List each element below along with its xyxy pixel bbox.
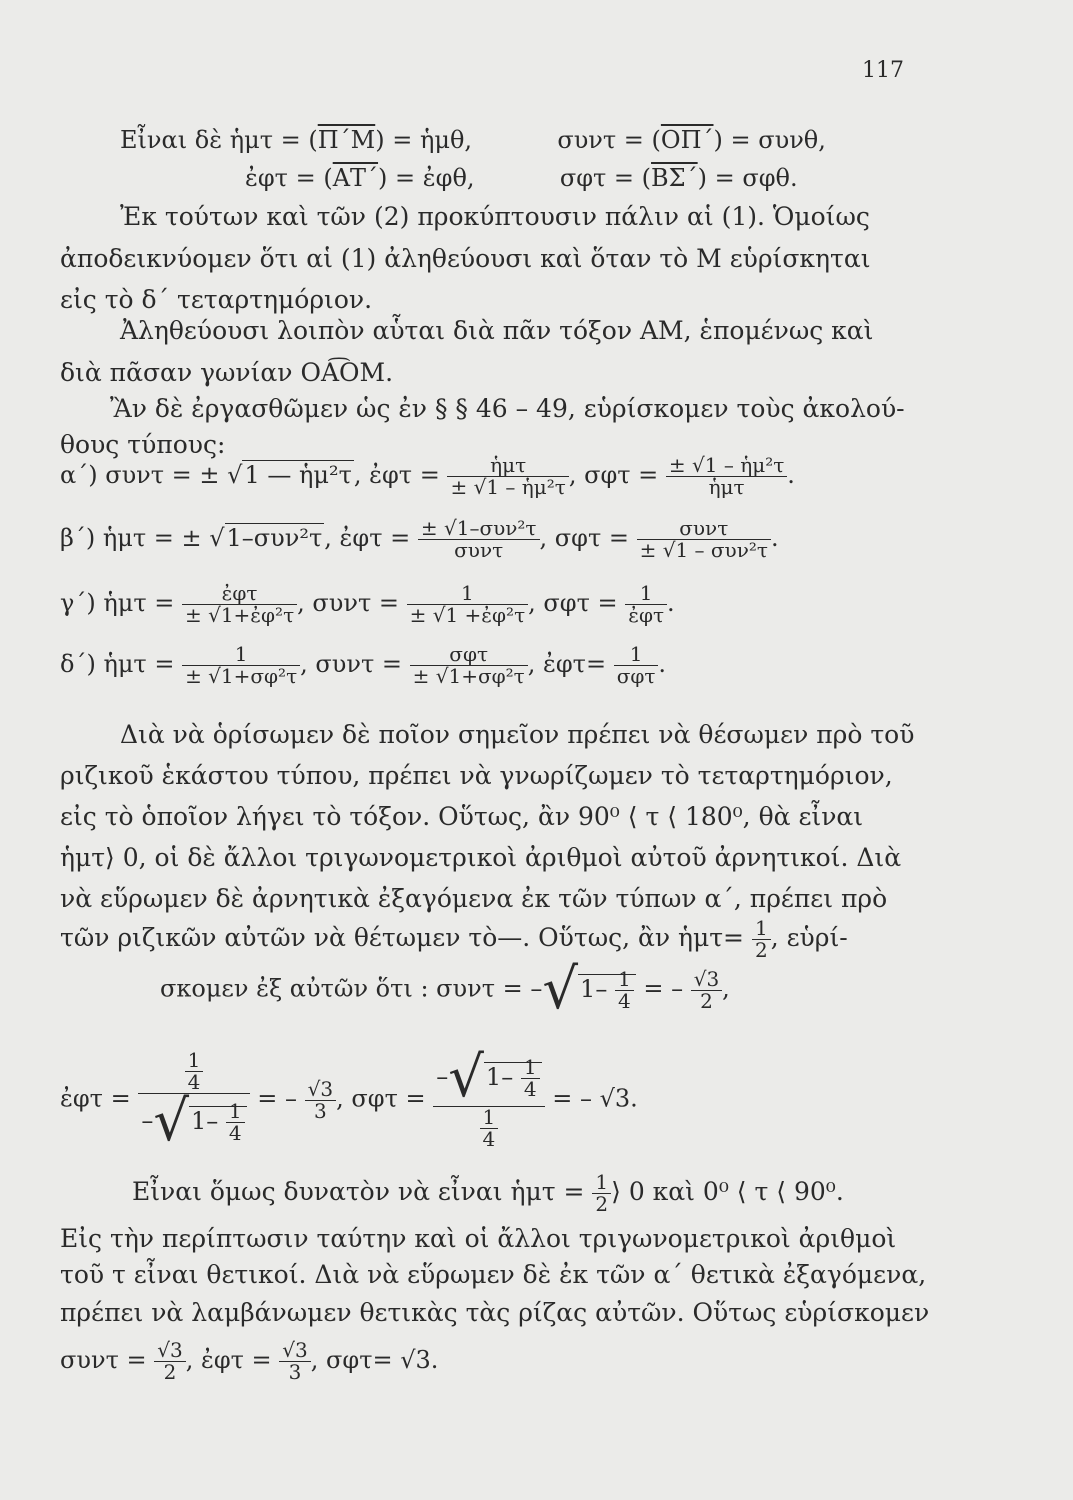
paragraph-line: διὰ πᾶσαν γωνίαν ΟΑ͡ΟΜ. bbox=[60, 358, 394, 387]
paragraph-line: Διὰ νὰ ὁρίσωμεν δὲ ποῖον σημεῖον πρέπει νὰ θέσωμεν πρὸ τοῦ bbox=[120, 720, 915, 749]
paragraph-line: Εἶναι ὅμως δυνατὸν νὰ εἶναι ἡμτ = $\frac{1}{2}$ ⟩ 0 καὶ 0⁰ ⟨ τ ⟨ 90⁰. bbox=[132, 1170, 844, 1216]
page-number: 117 bbox=[862, 58, 904, 83]
paragraph-line: ριζικοῦ ἑκάστου τύπου, πρέπει νὰ γνωρίζωμεν τὸ τεταρτημόριον, bbox=[60, 761, 893, 790]
equation-tan-cot: ἐφτ = $\frac{1}{4}$ –√1– $\frac{1}{4}$ = – $\frac{√3}{3}$ , σφτ = –√1– $\frac{1}{4}$ $\frac{1}{4}$ = – √3. bbox=[60, 1045, 638, 1154]
paragraph-line: Ἐκ τούτων καὶ τῶν (2) προκύπτουσιν πάλιν αἱ (1). Ὁμοίως bbox=[120, 202, 870, 231]
paragraph-line: εἰς τὸ ὁποῖον λήγει τὸ τόξον. Οὕτως, ἂν 90⁰ ⟨ τ ⟨ 180⁰, θὰ εἶναι bbox=[60, 802, 864, 831]
paragraph-line: ἡμτ⟩ 0, οἱ δὲ ἄλλοι τριγωνομετρικοὶ ἀριθμοὶ αὐτοῦ ἀρνητικοί. Διὰ bbox=[60, 843, 902, 872]
paragraph-line: Ἀληθεύουσι λοιπὸν αὗται διὰ πᾶν τόξον ΑΜ, ἑπομένως καὶ bbox=[120, 316, 874, 345]
paragraph-line: Ἂν δὲ ἐργασθῶμεν ὡς ἐν § § 46 – 49, εὑρίσκομεν τοὺς ἀκολού- bbox=[110, 394, 905, 423]
paragraph-line: Εἰς τὴν περίπτωσιν ταύτην καὶ οἱ ἄλλοι τριγωνομετρικοὶ ἀριθμοὶ bbox=[60, 1224, 897, 1253]
equation-positive: συντ = $\frac{√3}{2}$ , ἐφτ = $\frac{√3}{3}$ , σφτ= √3. bbox=[60, 1338, 439, 1384]
definition-line-1: Εἶναι δὲ ἡμτ = $(\overline{\Pi΄M})$ = ἡμθ, $\sigma\upsilon\nu\tau = (\overline{O\Pi΄}) = \sigma\upsilon\nu\theta$, bbox=[120, 126, 826, 154]
paragraph-line: εἰς τὸ δ΄ τεταρτημόριον. bbox=[60, 285, 373, 314]
paragraph-line: θους τύπους: bbox=[60, 430, 226, 459]
paragraph-line: νὰ εὕρωμεν δὲ ἀρνητικὰ ἐξαγόμενα ἐκ τῶν τύπων α΄, πρέπει πρὸ bbox=[60, 884, 888, 913]
formula-d: δ΄) ἡμτ = $\frac{1}{\text{± √1+σφ²τ}}$ , συντ = σφτ ± √1+σφ²τ , ἐφτ= 1 σφτ . bbox=[60, 642, 667, 688]
paragraph-line: πρέπει νὰ λαμβάνωμεν θετικὰς τὰς ρίζας αὐτῶν. Οὕτως εὑρίσκομεν bbox=[60, 1298, 930, 1327]
formula-c: γ΄) ἡμτ = ἐφτ ± √1+ἐφ²τ , συντ = $\frac{1}{\text{± √1 +ἐφ²τ}}$ , σφτ = 1 ἐφτ . bbox=[60, 581, 675, 627]
paragraph-line: ἀποδεικνύομεν ὅτι αἱ (1) ἀληθεύουσι καὶ ὅταν τὸ Μ εὑρίσκηται bbox=[60, 244, 871, 273]
paragraph-line: τῶν ριζικῶν αὐτῶν νὰ θέτωμεν τὸ—. Οὕτως, ἂν ἡμτ= $\frac{1}{2}$ , εὑρί- bbox=[60, 916, 848, 962]
paragraph-line: τοῦ τ εἶναι θετικοί. Διὰ νὰ εὕρωμεν δὲ ἐκ τῶν α΄ θετικὰ ἐξαγόμενα, bbox=[60, 1260, 927, 1289]
definition-line-2: ἐφτ = $(\overline{AT΄})$ = ἐφθ, $\sigma\varphi\tau = (\overline{B\Sigma΄}) = \sigma\varphi\theta$. bbox=[245, 164, 798, 192]
formula-b: β΄) ἡμτ = ± √1–συν²τ, ἐφτ = ± √1–συν²τ συντ , σφτ = συντ ± √1 – συν²τ . bbox=[60, 516, 779, 562]
formula-a: α΄) συντ = ± √1 — ἡμ²τ, ἐφτ = ἡμτ ± √1 – ἡμ²τ , σφτ = ± √1 – ἡμ²τ ἡμτ . bbox=[60, 453, 795, 499]
equation-cos: σκομεν ἐξ αὐτῶν ὅτι : συντ = –√1– $\frac{1}{4}$ = – $\frac{√3}{2}$ , bbox=[160, 957, 730, 1022]
